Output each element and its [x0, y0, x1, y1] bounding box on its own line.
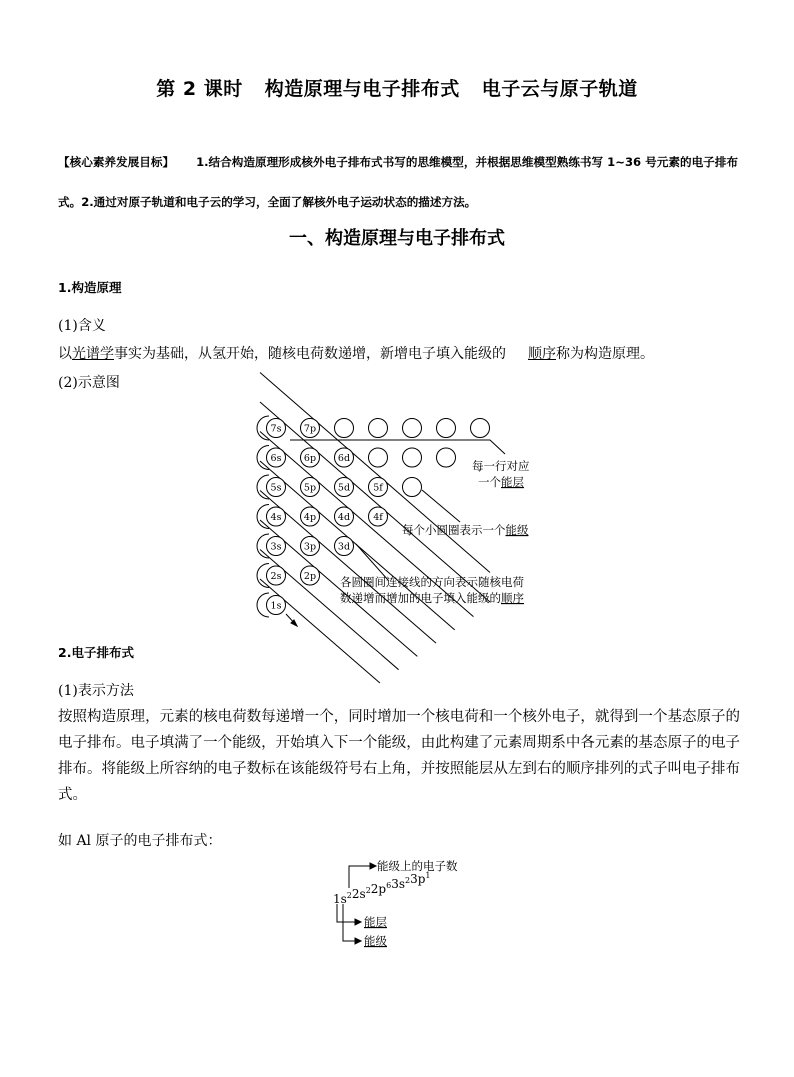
formula-electron-count: 1: [425, 871, 431, 880]
title-topic-2: 电子云与原子轨道: [481, 78, 638, 100]
annot-row-1: 每一行对应: [472, 459, 530, 473]
formula-electron-count: 6: [386, 881, 392, 890]
blank-spectroscopy: 光谱学: [72, 346, 114, 362]
orbital-label: 5p: [303, 482, 317, 494]
orbital-label: 4f: [373, 512, 383, 523]
item-meaning: (1)含义: [58, 318, 106, 334]
label-subshell: 能级: [364, 934, 387, 948]
annot-arrow-2: 数递增而增加的电子填入能级的顺序: [340, 591, 524, 605]
goals-tag: 【核心素养发展目标】: [58, 155, 175, 169]
orbital-label: 7p: [303, 423, 317, 435]
orbital-label: 4p: [303, 512, 317, 523]
label-electron-count: 能级上的电子数: [377, 859, 458, 873]
aufbau-definition: 以光谱学事实为基础，从氢开始，随核电荷数递增，新增电子填入能级的 顺序称为构造原理。: [58, 346, 654, 362]
section-heading: 一、构造原理与电子排布式: [289, 228, 505, 249]
orbital-label: 4d: [337, 512, 351, 523]
formula-subshell: 2p: [370, 882, 387, 896]
al-formula: [333, 871, 431, 906]
annot-arrow-1: 各圆圈间连接线的方向表示随核电荷: [340, 575, 524, 589]
formula-electron-count: 2: [346, 891, 352, 900]
orbital-label: 6s: [270, 453, 282, 464]
label-shell: 能层: [364, 915, 387, 929]
formula-subshell: 3p: [410, 872, 426, 886]
formula-subshell: 2s: [351, 887, 366, 901]
formula-subshell: 1s: [333, 892, 347, 906]
item-method: (1)表示方法: [58, 683, 134, 699]
title-lesson: 第 2 课时: [156, 78, 243, 100]
formula-electron-count: 2: [365, 886, 371, 895]
blank-order: 顺序: [528, 346, 556, 362]
orbital-label: 5d: [337, 482, 351, 494]
title-topic-1: 构造原理与电子排布式: [264, 78, 460, 100]
example-intro: 如 Al 原子的电子排布式：: [58, 833, 222, 849]
orbital-label: 6p: [303, 453, 317, 464]
orbital-label: 6d: [337, 453, 351, 464]
annot-row-2: 一个能层: [478, 475, 524, 489]
orbital-label: 7s: [270, 423, 282, 435]
item-diagram: (2)示意图: [58, 375, 120, 391]
orbital-label: 4s: [270, 512, 282, 523]
orbital-label: 2p: [303, 571, 317, 582]
orbital-label: 3d: [337, 541, 351, 553]
method-paragraph: 按照构造原理，元素的核电荷数每递增一个，同时增加一个核电荷和一个核外电子，就得到一个基态原子的电子排布。电子填满了一个能级，开始填入下一个能级，由此构建了元素周期系中各元素的基态原子的电子排布。将能级上所容纳的电子数标在该能级符号右上角，并按照能层从左到右的顺序排列的式子叫电子排布式。: [58, 709, 740, 803]
annot-circle: 每个小圆圈表示一个能级: [402, 523, 529, 537]
orbital-label: 1s: [270, 600, 282, 612]
formula-subshell: 3s: [391, 877, 405, 891]
subheading-aufbau: 1.构造原理: [58, 280, 122, 295]
orbital-label: 5f: [373, 482, 383, 494]
goals-text: 1.结合构造原理形成核外电子排布式书写的思维模型，并根据思维模型熟练书写 1~36 号元素的电子排布式。2.通过对原子轨道和电子云的学习，全面了解核外电子运动状态的描述方法。: [58, 155, 738, 209]
orbital-label: 3s: [270, 541, 282, 553]
subheading-config: 2.电子排布式: [58, 645, 134, 660]
orbital-label: 3p: [303, 541, 317, 553]
orbital-label: 2s: [270, 571, 282, 582]
orbital-label: 5s: [270, 482, 282, 494]
formula-electron-count: 2: [405, 876, 411, 885]
